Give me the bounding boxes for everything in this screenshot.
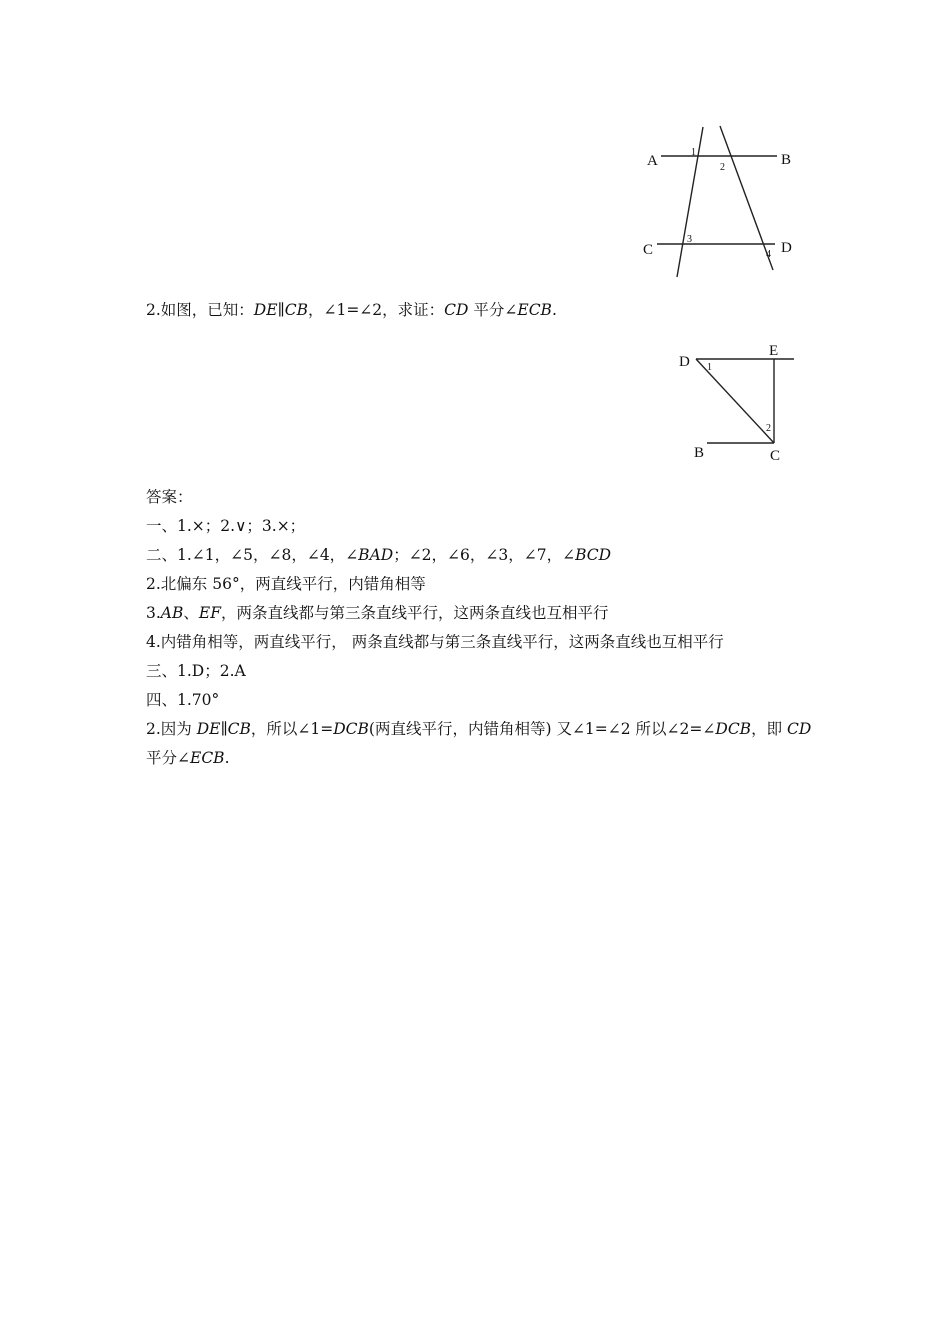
- label-d: D: [781, 240, 792, 256]
- label-c: C: [643, 242, 654, 258]
- label-b: B: [781, 152, 792, 168]
- answer-part-4-q2-cont: 平分∠ECB.: [146, 749, 230, 767]
- answer-part-2-q4: 4.内错角相等，两直线平行， 两条直线都与第三条直线平行，这两条直线也互相平行: [146, 633, 724, 651]
- answer-part-2-q3: 3.AB、EF，两条直线都与第三条直线平行，这两条直线也互相平行: [146, 604, 609, 622]
- figure-parallel-lines: [630, 120, 810, 285]
- angle-1b: 1: [707, 362, 712, 373]
- answer-part-4-q2: 2.因为 DE∥CB，所以∠1=DCB(两直线平行，内错角相等) 又∠1=∠2 所以∠2=∠DCB，即 CD: [146, 720, 812, 738]
- answers-heading: 答案：: [146, 488, 193, 506]
- figure-triangle: [670, 338, 810, 468]
- answer-part-4-q1: 四、1.70°: [146, 691, 220, 709]
- angle-4: 4: [766, 249, 771, 260]
- answer-part-1: 一、1.×；2.∨；3.×；: [146, 517, 306, 535]
- answer-part-2-q1: 二、1.∠1，∠5，∠8，∠4，∠BAD；∠2，∠6，∠3，∠7，∠BCD: [146, 546, 612, 564]
- angle-2: 2: [720, 162, 725, 173]
- answer-part-3: 三、1.D；2.A: [146, 662, 246, 680]
- label-e2: E: [769, 343, 779, 359]
- angle-3: 3: [687, 234, 692, 245]
- answer-part-2-q2: 2.北偏东 56°，两直线平行，内错角相等: [146, 575, 426, 593]
- label-b2: B: [694, 445, 705, 461]
- label-d2: D: [679, 354, 690, 370]
- angle-2b: 2: [766, 423, 771, 434]
- label-a: A: [647, 153, 658, 169]
- angle-1: 1: [691, 147, 696, 158]
- problem-2: 2.如图，已知：DE∥CB，∠1=∠2，求证：CD 平分∠ECB.: [146, 301, 557, 319]
- label-c2: C: [770, 448, 781, 464]
- transversal-left: [677, 127, 703, 277]
